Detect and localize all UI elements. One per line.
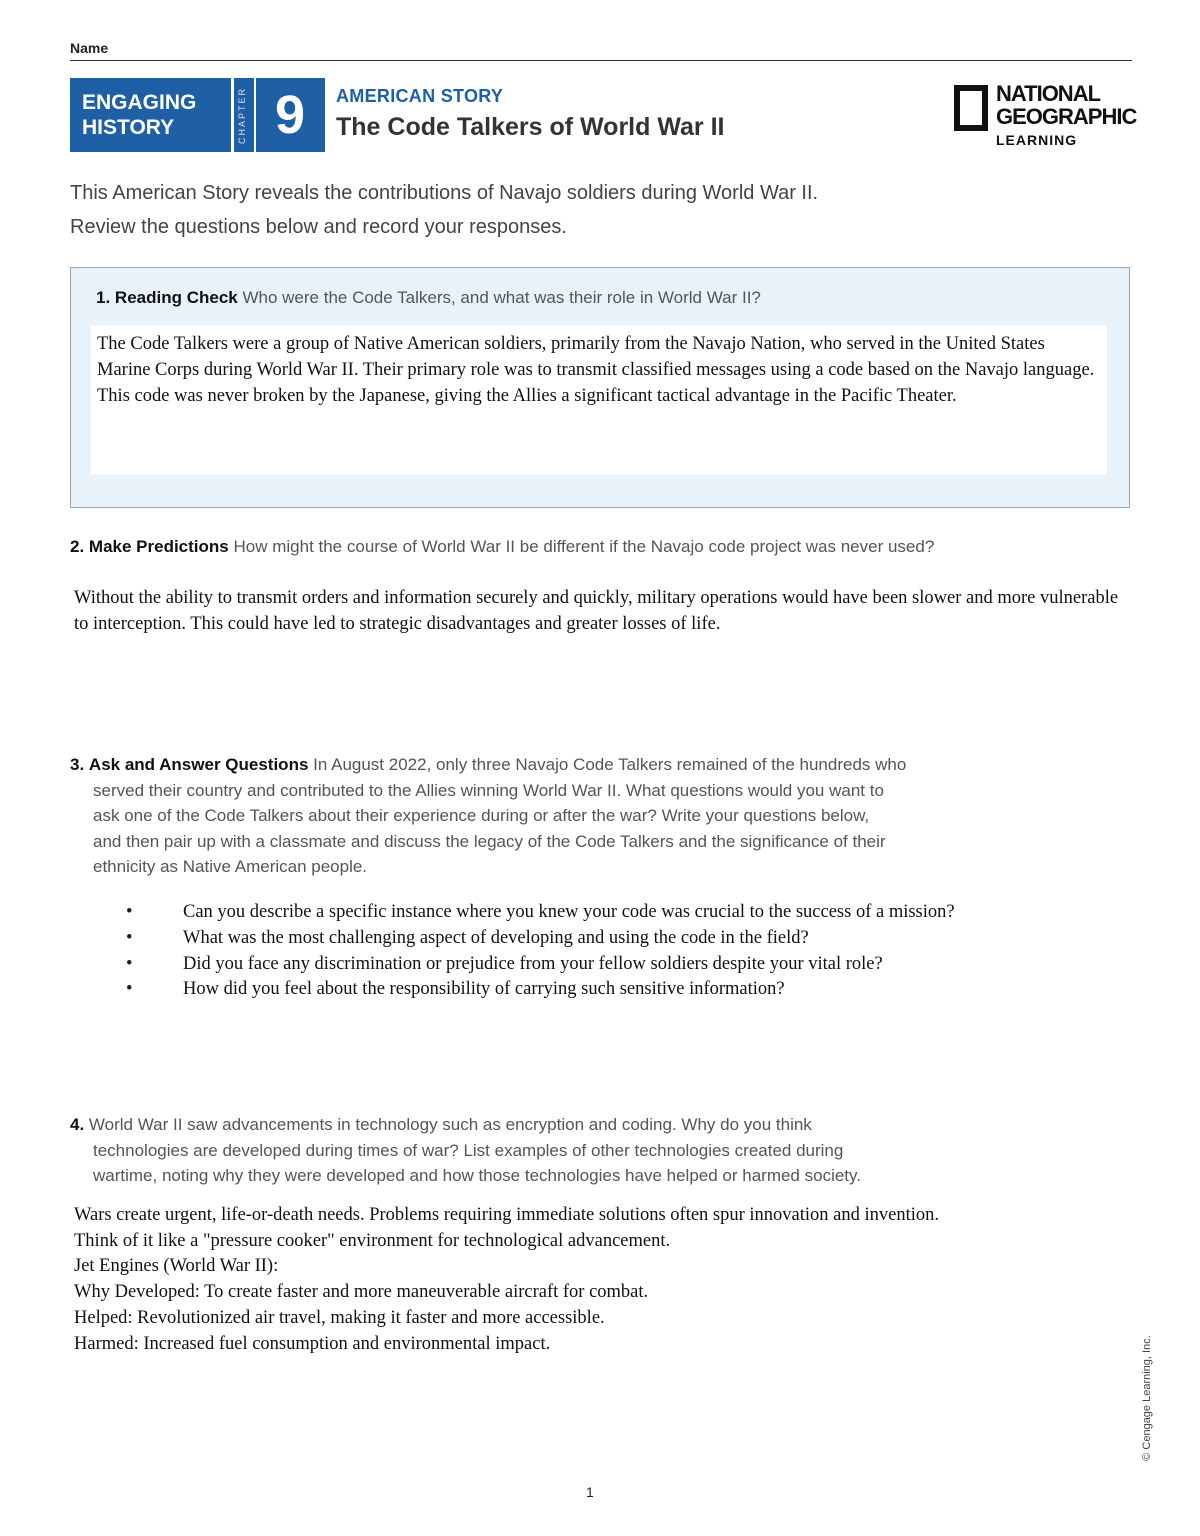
series-badge [70,78,231,152]
question-2-heading: Make Predictions [88,537,229,556]
story-kicker: AMERICAN STORY [336,86,504,106]
question-4-number: 4. [70,1115,85,1134]
intro-line2: Review the questions below and record your responses. [70,216,567,238]
name-label: Name [70,40,109,56]
question-3-text-line3: ask one of the Code Talkers about their experience during or after the war? Write your questions below, [93,806,870,825]
question-4-text-line3: wartime, noting why they were developed and how those technologies have helped or harmed society. [93,1166,861,1185]
logo-line3: LEARNING [996,132,1078,148]
question-1-heading: Reading Check [114,288,238,307]
question-3-heading: Ask and Answer Questions [88,755,309,774]
question-1-number: 1. [96,288,111,307]
page-title: The Code Talkers of World War II [336,113,725,141]
question-2-prompt [70,537,934,557]
question-3-text-line1: In August 2022, only three Navajo Code Talkers remained of the hundreds who [313,755,907,774]
question-4-answer[interactable] [74,1203,1124,1357]
question-1-text: Who were the Code Talkers, and what was their role in World War II? [242,288,761,307]
natgeo-frame-icon [954,85,988,131]
bullet-icon: • [126,928,133,948]
answer-line: Why Developed: To create faster and more maneuverable aircraft for combat. [74,1282,649,1303]
bullet-text: Can you describe a specific instance where you knew your code was crucial to the success of a mission? [183,902,955,922]
question-4-text-line1: World War II saw advancements in technology such as encryption and coding. Why do you think [88,1115,812,1134]
chapter-badge [234,78,325,152]
question-4-prompt [70,1112,1070,1189]
bullet-text: Did you face any discrimination or prejudice from your fellow soldiers despite your vital role? [183,954,883,974]
answer-line: Jet Engines (World War II): [74,1256,279,1277]
question-1-answer[interactable]: The Code Talkers were a group of Native American soldiers, primarily from the Navajo Nation, who served in the United States Marine Corps during World War II. Their primary role was to transmit classified messages using a code based on the Navajo language. This code was never broken by the Japanese, giving the Allies a significant tactical advantage in the Pacific Theater. [97,334,1095,406]
question-3-prompt [70,752,1070,880]
bullet-icon: • [126,954,133,974]
bullet-icon: • [126,979,133,999]
question-2-number: 2. [70,537,85,556]
chapter-number: 9 [274,85,306,145]
chapter-divider [254,78,256,152]
question-3-number: 3. [70,755,85,774]
question-4-text-line2: technologies are developed during times of war? List examples of other technologies created during [93,1140,844,1160]
answer-line: Harmed: Increased fuel consumption and environmental impact. [74,1333,551,1354]
page-number: 1 [586,1484,594,1500]
logo-line2: GEOGRAPHIC [996,104,1137,129]
bullet-text: What was the most challenging aspect of developing and using the code in the field? [183,928,809,948]
bullet-icon: • [126,902,133,922]
answer-line: Think of it like a "pressure cooker" environment for technological advancement. [74,1230,671,1251]
logo-line1: NATIONAL [996,81,1101,106]
answer-line: Wars create urgent, life-or-death needs. Problems requiring immediate solutions often spur innovation and invention. [74,1205,940,1225]
chapter-label: CHAPTER [237,86,247,144]
intro-line1: This American Story reveals the contributions of Navajo soldiers during World War II. [70,182,819,204]
question-2-answer[interactable]: Without the ability to transmit orders and information securely and quickly, military operations would have been slower and more vulnerable to interception. This could have led to strategic disadvantages and greater losses of life. [74,588,1119,634]
question-3-text-line5: ethnicity as Native American people. [93,857,368,876]
series-line2: HISTORY [82,116,175,139]
question-3-text-line4: and then pair up with a classmate and discuss the legacy of the Code Talkers and the significance of their [93,831,886,851]
copyright-notice: © Cengage Learning, Inc. [1141,1335,1153,1461]
answer-line: Helped: Revolutionized air travel, making it faster and more accessible. [74,1307,605,1328]
name-line[interactable] [70,60,1132,61]
question-1-prompt [96,288,761,308]
series-line1: ENGAGING [82,91,197,114]
question-3-text-line2: served their country and contributed to the Allies winning World War II. What questions would you want to [93,780,884,800]
question-2-text: How might the course of World War II be different if the Navajo code project was never used? [233,537,935,556]
bullet-text: How did you feel about the responsibility of carrying such sensitive information? [183,979,785,999]
